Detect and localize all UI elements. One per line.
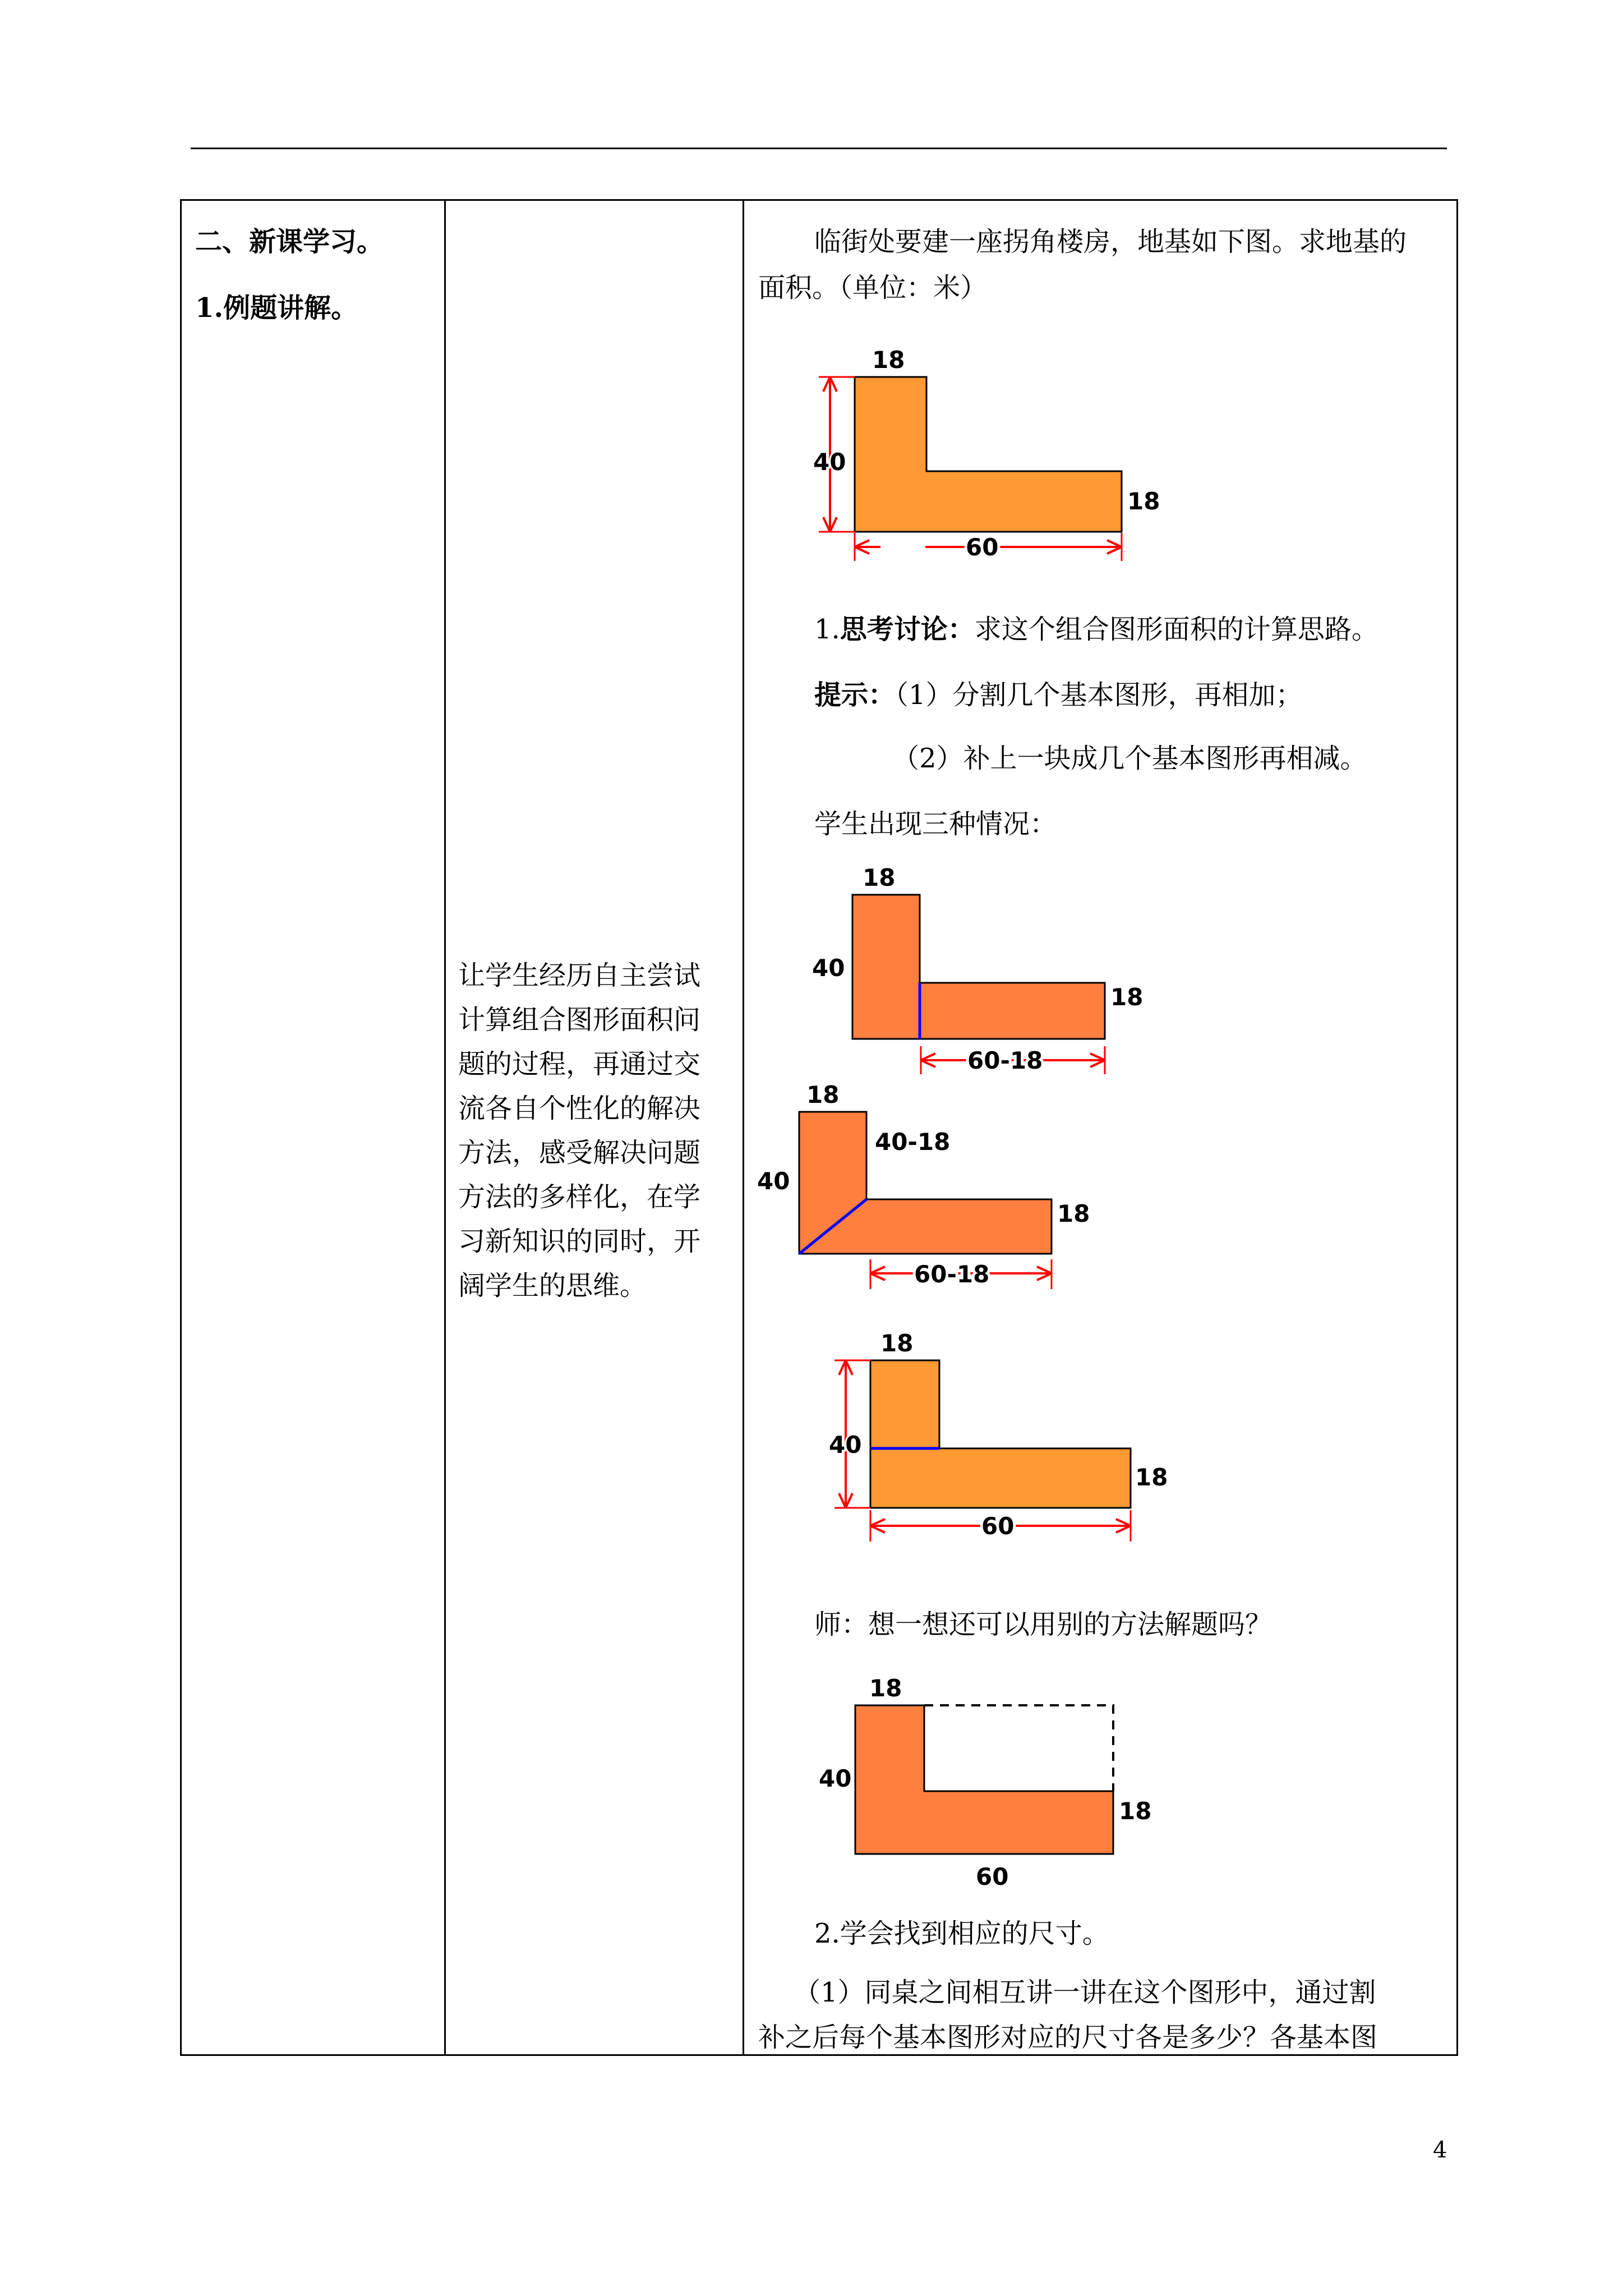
purpose-line: 让学生经历自主尝试: [458, 960, 701, 991]
design-purpose-text: [458, 954, 733, 1308]
label-left: 40: [812, 954, 845, 982]
figure-1-l-shape: [796, 337, 1160, 572]
label-left: 40: [819, 1765, 852, 1792]
label-top: 18: [872, 346, 905, 374]
purpose-line: 题的过程，再通过交: [458, 1048, 701, 1080]
column-divider-2: [743, 201, 744, 2054]
discussion-line: [814, 613, 1378, 646]
purpose-line: 计算组合图形面积问: [458, 1004, 701, 1036]
hint-label: 提示：: [814, 679, 896, 711]
figure-4-split-horizontal: [813, 1324, 1172, 1559]
figure-3-split-diagonal: [751, 1077, 1110, 1313]
label-right: 18: [1119, 1797, 1152, 1825]
page-number: 4: [1433, 2137, 1447, 2163]
step-2-item-1-line-1: （1）同桌之间相互讲一讲在这个图形中，通过割: [794, 1977, 1376, 2008]
label-right: 18: [1057, 1200, 1090, 1227]
label-bottom: 60-18: [914, 1260, 990, 1288]
dashed-complement: [924, 1705, 1113, 1791]
l-shape: [852, 895, 1105, 1039]
figure-2-split-vertical: [808, 858, 1166, 1083]
step-2-item-1-line-2: 补之后每个基本图形对应的尺寸各是多少？各基本图: [758, 2022, 1378, 2053]
label-top: 18: [869, 1674, 902, 1702]
label-bottom: 60: [966, 533, 999, 561]
label-top: 18: [880, 1329, 914, 1357]
purpose-line: 方法，感受解决问题: [458, 1137, 701, 1168]
label-top: 18: [806, 1081, 840, 1108]
problem-line-2: 面积。（单位：米）: [758, 272, 988, 303]
purpose-line: 习新知识的同时，开: [458, 1226, 701, 1257]
label-right: 18: [1110, 983, 1144, 1011]
label-left: 40: [829, 1431, 862, 1458]
label-middle: 40-18: [875, 1128, 951, 1156]
discussion-text: 求这个组合图形面积的计算思路。: [974, 614, 1378, 645]
problem-line-1: 临街处要建一座拐角楼房，地基如下图。求地基的: [814, 226, 1407, 257]
label-bottom: 60-18: [967, 1047, 1043, 1074]
l-shape: [855, 377, 1122, 532]
l-shape: [870, 1360, 1131, 1508]
step-2: 2.学会找到相应的尺寸。: [814, 1918, 1109, 1949]
section-heading: 二、新课学习。: [195, 226, 384, 257]
label-bottom: 60: [981, 1512, 1015, 1540]
label-top: 18: [863, 864, 896, 891]
label-right: 18: [1127, 487, 1160, 515]
figure-5-complement: [808, 1669, 1166, 1893]
section-subheading: 1.例题讲解。: [195, 292, 358, 324]
label-left: 40: [757, 1167, 790, 1195]
label-bottom: 60: [976, 1863, 1009, 1890]
purpose-line: 方法的多样化，在学: [458, 1181, 701, 1213]
purpose-line: 流各自个性化的解决: [458, 1093, 701, 1124]
cases-intro: 学生出现三种情况：: [814, 808, 1057, 840]
label-left: 40: [813, 448, 846, 476]
l-shape: [855, 1705, 1113, 1854]
teacher-question: 师：想一想还可以用别的方法解题吗？: [814, 1609, 1272, 1640]
hint-item-1: （1）分割几个基本图形，再相加；: [895, 679, 1303, 711]
discussion-num: 1.: [814, 614, 840, 645]
column-divider-1: [444, 201, 446, 2054]
discussion-label: 思考讨论：: [840, 614, 975, 645]
purpose-line: 阔学生的思维。: [458, 1270, 647, 1301]
header-rule: [191, 148, 1447, 149]
hint-line-1: [814, 679, 1303, 711]
label-right: 18: [1135, 1464, 1168, 1491]
hint-item-2: （2）补上一块成几个基本图形再相减。: [892, 743, 1367, 774]
